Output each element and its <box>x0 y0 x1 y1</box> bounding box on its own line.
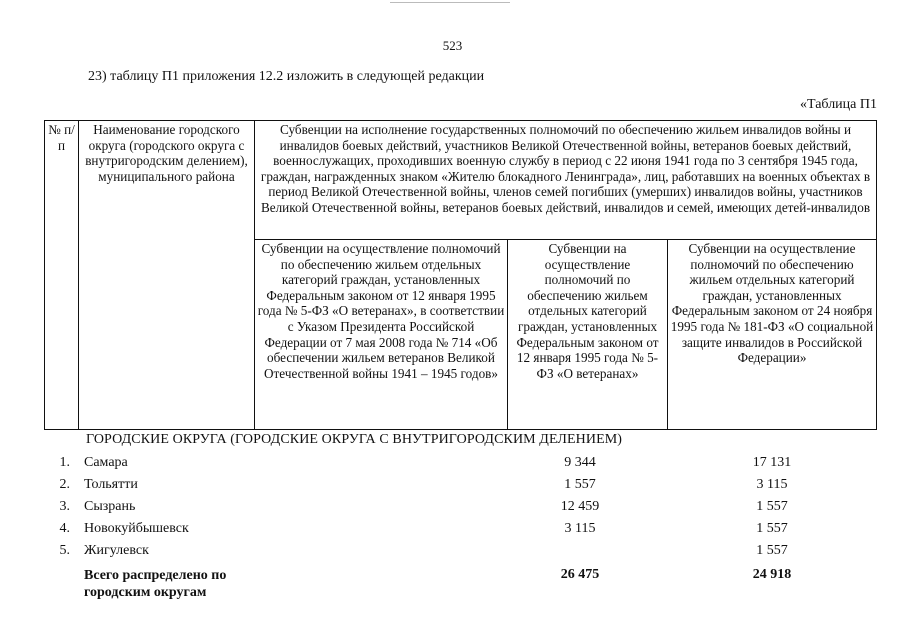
table-caption: «Таблица П1 <box>800 97 877 112</box>
row-value-2: 17 131 <box>752 455 792 470</box>
table-row <box>0 455 905 475</box>
table-row <box>0 499 905 519</box>
table-row <box>0 543 905 563</box>
header-sub-3: Субвенции на осуществление полномочий по обеспечению жильем отдельных категорий граждан, установленных Федеральным законом от 24 ноября 1995 года № 181-ФЗ «О социальной защите инвалидов в Российской Федерации» <box>668 240 877 430</box>
table-row <box>0 477 905 497</box>
row-num: 4. <box>59 521 70 536</box>
row-value-2: 1 557 <box>756 543 788 558</box>
header-main: Субвенции на исполнение государственных полномочий по обеспечению жильем инвалидов войны и инвалидов боевых действий, участников Великой Отечественной войны, ветеранов боевых действий, военнослужащих, проходивших военную службу в период с 22 июня 1941 года по 3 сентября 1945 года, граждан, награжденных знаком «Жителю блокадного Ленинграда», лиц, работавших на военных объектах в период Великой Отечественной войны, членов семей погибших (умерших) инвалидов войны, участников Великой Отечественной войны, ветеранов боевых действий, инвалидов и семей, имеющих детей-инвалидов <box>255 121 877 240</box>
row-num: 2. <box>59 477 70 492</box>
total-value-2: 24 918 <box>752 567 792 582</box>
row-name: Тольятти <box>84 477 138 492</box>
row-name: Сызрань <box>84 499 136 514</box>
top-rule <box>390 2 510 3</box>
section-title: ГОРОДСКИЕ ОКРУГА (ГОРОДСКИЕ ОКРУГА С ВНУТРИГОРОДСКИМ ДЕЛЕНИЕМ) <box>86 432 623 447</box>
intro-text: 23) таблицу П1 приложения 12.2 изложить в следующей редакции <box>88 69 485 84</box>
row-value-2: 1 557 <box>756 499 788 514</box>
row-num: 1. <box>59 455 70 470</box>
row-value-1: 9 344 <box>564 455 596 470</box>
table-row <box>0 521 905 541</box>
header-table <box>44 120 877 430</box>
row-value-2: 1 557 <box>756 521 788 536</box>
total-label: Всего распределено по городским округам <box>84 568 227 600</box>
header-sub-1: Субвенции на осуществление полномочий по обеспечению жильем отдельных категорий граждан, установленных Федеральным законом от 12 января 1995 года № 5-ФЗ «О ветеранах», в соответствии с Указом Президента Российской Федерации от 7 мая 2008 года № 714 «Об обеспечении жильем ветеранов Великой Отечественной войны 1941 – 1945 годов» <box>255 240 508 430</box>
page-number: 523 <box>442 38 463 53</box>
row-name: Жигулевск <box>84 543 149 558</box>
total-value-1: 26 475 <box>560 567 600 582</box>
row-name: Новокуйбышевск <box>84 521 189 536</box>
row-num: 5. <box>59 543 70 558</box>
header-sub-2: Субвенции на осуществление полномочий по обеспечению жильем отдельных категорий граждан, установленных Федеральным законом от 12 января 1995 года № 5-ФЗ «О ветеранах» <box>508 240 668 430</box>
row-value-1: 3 115 <box>564 521 596 536</box>
header-num: № п/п <box>45 121 79 430</box>
row-value-2: 3 115 <box>756 477 788 492</box>
header-name: Наименование городского округа (городского округа с внутригородским делением), муниципального района <box>79 121 255 430</box>
row-num: 3. <box>59 499 70 514</box>
row-value-1: 12 459 <box>560 499 600 514</box>
row-name: Самара <box>84 455 128 470</box>
row-value-1: 1 557 <box>564 477 596 492</box>
